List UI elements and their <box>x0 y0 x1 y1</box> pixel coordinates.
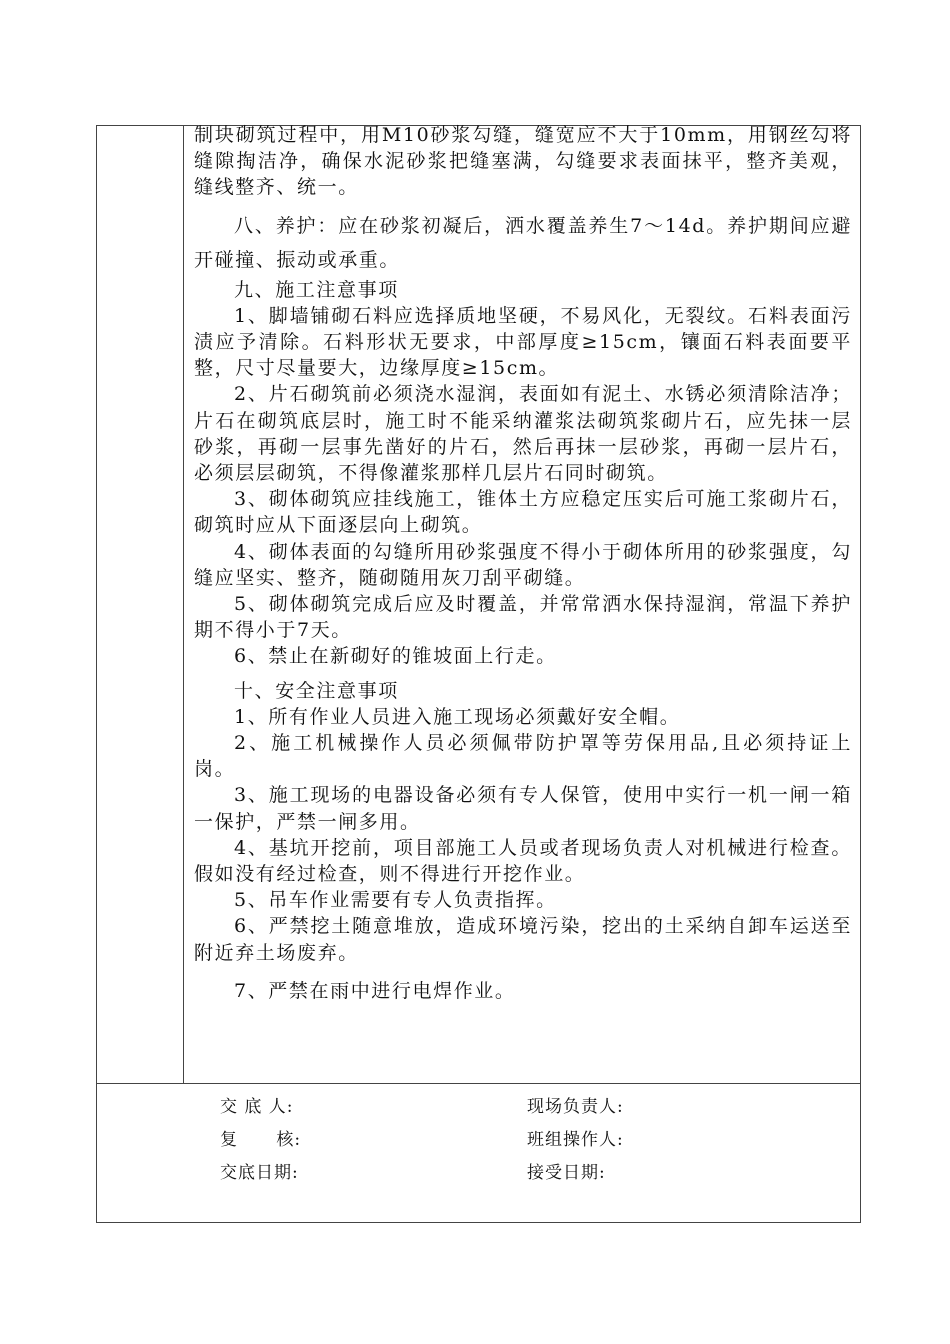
section-10-item-7: 7、严禁在雨中进行电焊作业。 <box>234 979 516 1002</box>
section-9-item-6: 6、禁止在新砌好的锥坡面上行走。 <box>234 645 557 668</box>
table-row-divider <box>96 1083 861 1084</box>
section-10-item-4: 4、基坑开挖前，项目部施工人员或者现场负责人对机械进行检查。假如没有经过检查，则不得进行开挖作业。 <box>194 836 852 886</box>
section-9-item-4: 4、砌体表面的勾缝所用砂浆强度不得小于砌体所用的砂浆强度，勾缝应坚实、整齐，随砌随用灰刀刮平砌缝。 <box>194 540 852 589</box>
section-10-item-2: 2、施工机械操作人员必须佩带防护罩等劳保用品,且必须持证上岗。 <box>194 732 852 781</box>
section-10-item-5: 5、吊车作业需要有专人负责指挥。 <box>234 889 557 912</box>
section-9-item-1: 1、脚墙铺砌石料应选择质地坚硬，不易风化，无裂纹。石料表面污渍应予清除。石料形状无要求，中部厚度≥15cm，镶面石料表面要平整，尺寸尽量要大，边缘厚度≥15cm。 <box>194 304 852 380</box>
section-9-item-5: 5、砌体砌筑完成后应及时覆盖，并常常洒水保持湿润，常温下养护期不得小于7天。 <box>194 593 852 642</box>
section-10-item-1: 1、所有作业人员进入施工现场必须戴好安全帽。 <box>234 705 681 728</box>
section-9-title: 九、施工注意事项 <box>234 278 399 301</box>
team-operator-label: 班组操作人: <box>527 1130 624 1150</box>
section-10-item-6: 6、严禁挖土随意堆放，造成环境污染，挖出的土采纳自卸车运送至附近弃土场废弃。 <box>194 915 852 964</box>
section-9-item-3: 3、砌体砌筑应挂线施工，锥体土方应稳定压实后可施工浆砌片石，砌筑时应从下面逐层向上砌筑。 <box>194 488 852 537</box>
discloser-label: 交 底 人: <box>220 1097 294 1117</box>
section-8-curing: 八、养护：应在砂浆初凝后，洒水覆盖养生7～14d。养护期间应避开碰撞、振动或承重。 <box>194 214 852 271</box>
section-10-item-3: 3、施工现场的电器设备必须有专人保管，使用中实行一机一闸一箱一保护，严禁一闸多用。 <box>194 784 852 833</box>
reviewer-label: 复 核: <box>220 1130 302 1150</box>
section-9-item-2: 2、片石砌筑前必须浇水湿润，表面如有泥土、水锈必须清除洁净；片石在砌筑底层时，施工时不能采纳灌浆法砌筑浆砌片石，应先抹一层砂浆，再砌一层事先凿好的片石，然后再抹一层砂浆，再砌一层片石，必须层层砌筑，不得像灌浆那样几层片石同时砌筑。 <box>194 383 852 485</box>
content-cell <box>194 122 852 1004</box>
disclose-date-label: 交底日期: <box>220 1163 299 1183</box>
table-column-divider <box>183 125 184 1084</box>
accept-date-label: 接受日期: <box>527 1163 606 1183</box>
site-manager-label: 现场负责人: <box>527 1097 624 1117</box>
continued-paragraph: 制块砌筑过程中，用M10砂浆勾缝，缝宽应不大于10mm，用钢丝勾将缝隙掏洁净，确保水泥砂浆把缝塞满，勾缝要求表面抹平，整齐美观，缝线整齐、统一。 <box>194 124 852 199</box>
section-10-title: 十、安全注意事项 <box>234 679 399 702</box>
